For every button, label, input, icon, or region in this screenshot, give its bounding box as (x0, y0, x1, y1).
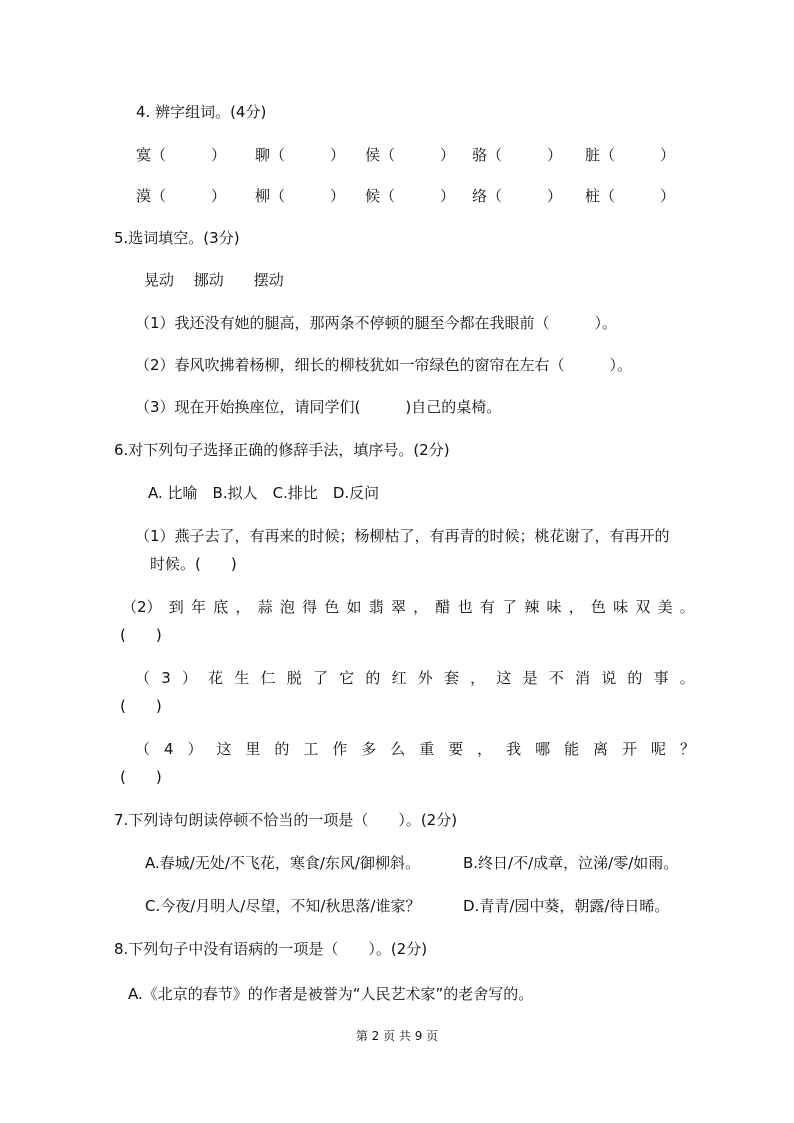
q4-row2-item-1: 漠（ ） (136, 187, 227, 205)
q6-item4-char: 重 (419, 740, 435, 758)
q8-option-a: A.《北京的春节》的作者是被誉为“人民艺术家”的老舍写的。 (128, 985, 534, 1003)
q6-item3-char: 生 (234, 669, 250, 687)
q4-row1-item-4: 骆（ ） (472, 146, 563, 164)
q6-item3-char: 的 (627, 669, 643, 687)
q6-item3-char: 脱 (286, 669, 302, 687)
q7-option-d: D.青青/园中葵，朝露/待日晞。 (463, 897, 670, 915)
q6-item3-char: 套 (443, 669, 459, 687)
q6-options: A. 比喻 B.拟人 C.排比 D.反问 (148, 484, 380, 502)
q6-item4-char: 么 (390, 740, 406, 758)
q6-item4-char: 离 (593, 740, 609, 758)
q6-item2-char: 泡 (279, 598, 295, 616)
q4-row2-item-5: 桩（ ） (585, 187, 676, 205)
q6-title: 6.对下列句子选择正确的修辞手法，填序号。(2分) (114, 441, 450, 459)
q6-item3-char: 。 (679, 669, 695, 687)
q6-item4-char: ， (477, 740, 493, 758)
q6-item4-char: （ (135, 740, 151, 758)
q6-item4-char: 开 (622, 740, 638, 758)
q6-item2-char: 蒜 (257, 598, 273, 616)
q8-title: 8.下列句子中没有语病的一项是（ ）。(2分) (114, 940, 428, 958)
q6-item4-char: ？ (679, 740, 695, 758)
q6-item3-char: ） (181, 669, 197, 687)
q6-item3-char: 3 (161, 669, 171, 687)
q6-item2-char: 底 (213, 598, 229, 616)
q6-item2-char: 翡 (368, 598, 384, 616)
q5-title: 5.选词填空。(3分) (114, 229, 240, 247)
q6-item4-char: 工 (303, 740, 319, 758)
q6-item-3-answer: ( ) (120, 697, 162, 715)
q6-item4-char: 多 (361, 740, 377, 758)
q6-item4-char: 呢 (650, 740, 666, 758)
q6-item4-char: 的 (274, 740, 290, 758)
q6-item2-char: 了 (502, 598, 518, 616)
q6-item-4-answer: ( ) (120, 768, 162, 786)
q4-row1-item-3: 侯（ ） (365, 146, 456, 164)
q5-item-2: （2）春风吹拂着杨柳，细长的柳枝犹如一帘绿色的窗帘在左右（ ）。 (135, 356, 633, 374)
q6-item3-char: 的 (365, 669, 381, 687)
q6-item3-char: 了 (312, 669, 328, 687)
q6-item2-char: 味 (546, 598, 562, 616)
q6-item3-char: （ (135, 669, 151, 687)
q6-item-2 (122, 597, 695, 617)
q4-row2-item-2: 柳（ ） (255, 187, 346, 205)
q6-item3-char: 消 (574, 669, 590, 687)
q6-item3-char: 它 (339, 669, 355, 687)
q6-item2-char: 色 (590, 598, 606, 616)
q6-item4-char: 哪 (535, 740, 551, 758)
q6-item2-char: 辣 (524, 598, 540, 616)
q4-row2-item-3: 候（ ） (365, 187, 456, 205)
q6-item4-char: 这 (216, 740, 232, 758)
q7-option-a: A.春城/无处/不飞花，寒食/东风/御柳斜。 (145, 854, 420, 872)
q6-item2-char: 到 (168, 598, 184, 616)
q7-option-c: C.今夜/月明人/尽望，不知/秋思落/谁家？ (145, 897, 421, 915)
q6-item4-char: ） (187, 740, 203, 758)
q6-item4-char: 我 (506, 740, 522, 758)
q6-item-1-line-2: 时候。( ) (150, 555, 237, 573)
q6-item2-char: 双 (635, 598, 651, 616)
q4-row1-item-1: 寞（ ） (136, 146, 227, 164)
q6-item2-char: 色 (324, 598, 340, 616)
q7-title: 7.下列诗句朗读停顿不恰当的一项是（ ）。(2分) (114, 811, 458, 829)
q6-item3-char: 是 (522, 669, 538, 687)
q6-item2-char: 得 (302, 598, 318, 616)
q6-item2-char: 翠 (390, 598, 406, 616)
q6-item3-char: 红 (391, 669, 407, 687)
q6-item4-char: 4 (163, 740, 174, 758)
q6-item2-char: 如 (346, 598, 362, 616)
q5-item-3: （3）现在开始换座位，请同学们( )自己的桌椅。 (135, 398, 502, 416)
q6-item4-char: 里 (245, 740, 261, 758)
q5-item-1: （1）我还没有她的腿高，那两条不停顿的腿至今都在我眼前（ ）。 (135, 314, 618, 332)
q6-item-2-answer: ( ) (120, 626, 162, 644)
q6-item3-char: 说 (601, 669, 617, 687)
page-footer: 第 2 页 共 9 页 (355, 1029, 439, 1043)
q6-item-4 (135, 739, 695, 759)
q6-item3-char: 仁 (260, 669, 276, 687)
q4-row1-item-2: 聊（ ） (255, 146, 346, 164)
q6-item2-char: 年 (190, 598, 206, 616)
q4-row1-item-5: 脏（ ） (585, 146, 676, 164)
q6-item4-char: 能 (564, 740, 580, 758)
q6-item4-char: 要 (448, 740, 464, 758)
q6-item2-char: 美 (657, 598, 673, 616)
q6-item3-char: 这 (496, 669, 512, 687)
q6-item2-char: 醋 (435, 598, 451, 616)
q6-item2-char: 有 (479, 598, 495, 616)
q6-item2-char: ， (568, 598, 584, 616)
q5-options: 晃动 挪动 摆动 (144, 271, 284, 289)
q7-option-b: B.终日/不/成章，泣涕/零/如雨。 (463, 854, 679, 872)
q4-row2-item-4: 络（ ） (472, 187, 563, 205)
q6-item2-char: ， (235, 598, 251, 616)
q6-item2-char: ， (413, 598, 429, 616)
q6-item4-char: 作 (332, 740, 348, 758)
q6-item-3 (135, 668, 695, 688)
q4-title: 4. 辨字组词。(4分) (136, 103, 267, 121)
q6-item3-char: 外 (417, 669, 433, 687)
q6-item2-char: （2） (122, 598, 162, 616)
q6-item2-char: 也 (457, 598, 473, 616)
q6-item3-char: 花 (208, 669, 224, 687)
q6-item-1-line-1: （1）燕子去了，有再来的时候；杨柳枯了，有再青的时候；桃花谢了，有再开的 (135, 527, 670, 545)
q6-item3-char: ， (470, 669, 486, 687)
q6-item2-char: 味 (613, 598, 629, 616)
q6-item3-char: 不 (548, 669, 564, 687)
q6-item3-char: 事 (653, 669, 669, 687)
q6-item2-char: 。 (679, 598, 695, 616)
